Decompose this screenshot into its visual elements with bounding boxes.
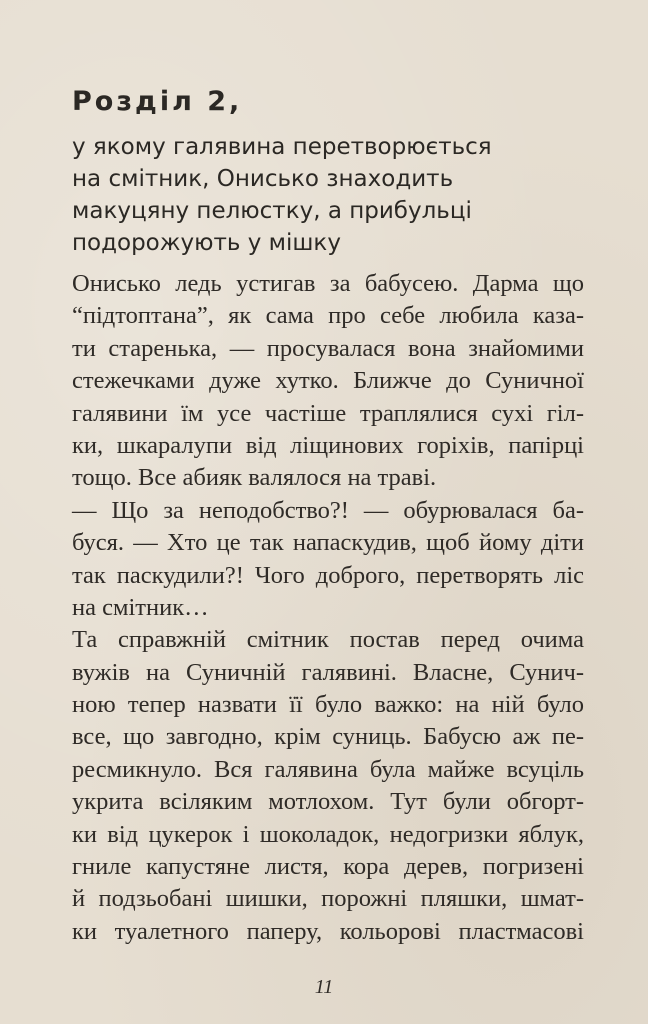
subtitle-line: подорожують у мішку: [72, 230, 341, 256]
text-line: ки туалетного паперу, кольорові пластмасові: [72, 917, 584, 945]
text-line: “підтоптана”, як сама про себе любила каза-: [72, 302, 584, 330]
text-line: Та справжній смітник постав перед очима: [72, 626, 584, 654]
text-line: Онисько ледь устигав за бабусею. Дарма що: [72, 270, 584, 297]
page-number: 11: [314, 976, 334, 998]
text-line: ти старенька, — просувалася вона знайомими: [72, 334, 584, 362]
text-line: укрита всіляким мотлохом. Тут були обгорт-: [72, 788, 584, 816]
text-line: вужів на Суничній галявині. Власне, Сунич-: [72, 658, 584, 686]
text-line: стежечками дуже хутко. Ближче до Суничної: [72, 367, 584, 395]
text-line: — Що за неподобство?! — обурювалася ба-: [72, 496, 584, 524]
text-line: ресмикнуло. Вся галявина була майже всуціль: [72, 755, 584, 783]
subtitle-line: макуцяну пелюстку, а прибульці: [72, 198, 472, 224]
subtitle-line: у якому галявина перетворюється: [72, 134, 492, 160]
text-line: ною тепер назвати її було важко: на ній було: [72, 691, 584, 719]
text-line: галявини їм усе частіше траплялися сухі гіл-: [72, 399, 584, 427]
text-line: все, що завгодно, крім суниць. Бабусю аж пе-: [72, 723, 584, 751]
subtitle-line: на смітник, Онисько знаходить: [72, 166, 454, 192]
text-line: на смітник…: [72, 593, 209, 621]
chapter-title: Розділ 2,: [72, 86, 243, 117]
text-line: тощо. Все абияк валялося на траві.: [72, 464, 437, 492]
text-line: ки, шкаралупи від ліщинових горіхів, папірці: [72, 431, 584, 459]
text-line: буся. — Хто це так напаскудив, щоб йому діти: [72, 529, 584, 557]
text-line: ки від цукерок і шоколадок, недогризки яблук,: [72, 820, 584, 848]
text-line: гниле капустяне листя, кора дерев, погризені: [72, 853, 584, 881]
text-line: так паскудили?! Чого доброго, перетворять ліс: [72, 561, 584, 589]
chapter-subtitle: [72, 131, 592, 259]
body-text: [72, 268, 584, 948]
text-line: й подзьобані шишки, порожні пляшки, шмат-: [72, 885, 584, 913]
